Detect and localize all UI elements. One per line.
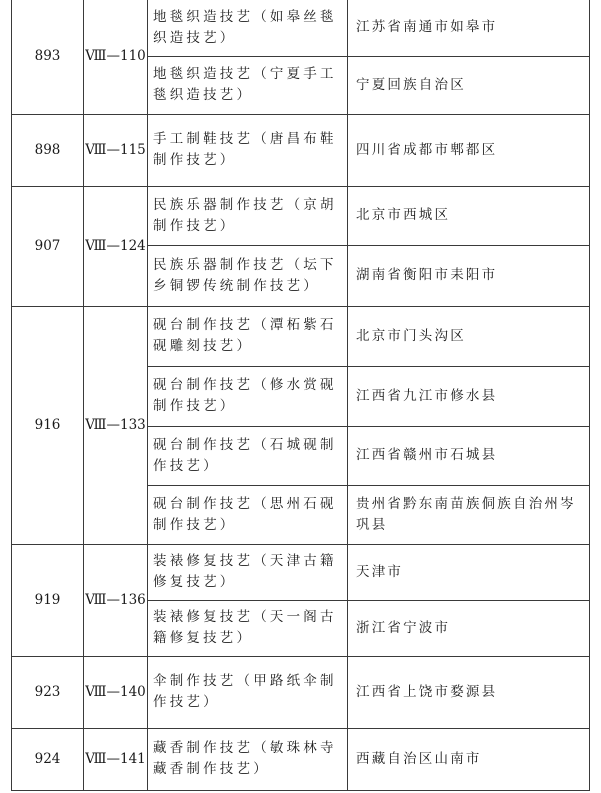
table-row xyxy=(12,186,590,245)
table-row xyxy=(12,656,590,728)
project-name: 装裱修复技艺（天一阁古籍修复技艺） xyxy=(148,600,348,656)
project-name: 手工制鞋技艺（唐昌布鞋制作技艺） xyxy=(148,114,348,186)
project-name: 砚台制作技艺（修水赏砚制作技艺） xyxy=(148,366,348,426)
protection-area: 天津市 xyxy=(348,544,590,600)
project-name: 砚台制作技艺（潭柘紫石砚雕刻技艺） xyxy=(148,306,348,366)
protection-area: 浙江省宁波市 xyxy=(348,600,590,656)
item-number: 919 xyxy=(12,544,84,656)
project-name: 伞制作技艺（甲路纸伞制作技艺） xyxy=(148,656,348,728)
heritage-table-body xyxy=(12,0,590,790)
project-name: 装裱修复技艺（天津古籍修复技艺） xyxy=(148,544,348,600)
project-name: 民族乐器制作技艺（坛下乡铜锣传统制作技艺） xyxy=(148,245,348,306)
project-name: 藏香制作技艺（敏珠林寺藏香制作技艺） xyxy=(148,728,348,790)
project-name: 地毯织造技艺（如皋丝毯织造技艺） xyxy=(148,0,348,56)
table-row xyxy=(12,544,590,600)
protection-area: 江西省九江市修水县 xyxy=(348,366,590,426)
table-row xyxy=(12,0,590,56)
item-number: 893 xyxy=(12,0,84,114)
category-code: Ⅷ—141 xyxy=(84,728,148,790)
protection-area: 江西省赣州市石城县 xyxy=(348,426,590,485)
category-code: Ⅷ—124 xyxy=(84,186,148,306)
table-row xyxy=(12,728,590,790)
heritage-table xyxy=(11,0,590,791)
protection-area: 江苏省南通市如皋市 xyxy=(348,0,590,56)
protection-area: 西藏自治区山南市 xyxy=(348,728,590,790)
protection-area: 江西省上饶市婺源县 xyxy=(348,656,590,728)
category-code: Ⅷ—136 xyxy=(84,544,148,656)
protection-area: 四川省成都市郫都区 xyxy=(348,114,590,186)
item-number: 907 xyxy=(12,186,84,306)
project-name: 民族乐器制作技艺（京胡制作技艺） xyxy=(148,186,348,245)
category-code: Ⅷ—110 xyxy=(84,0,148,114)
protection-area: 贵州省黔东南苗族侗族自治州岑巩县 xyxy=(348,485,590,544)
protection-area: 宁夏回族自治区 xyxy=(348,56,590,114)
project-name: 砚台制作技艺（石城砚制作技艺） xyxy=(148,426,348,485)
item-number: 923 xyxy=(12,656,84,728)
table-row xyxy=(12,306,590,366)
project-name: 地毯织造技艺（宁夏手工毯织造技艺） xyxy=(148,56,348,114)
category-code: Ⅷ—133 xyxy=(84,306,148,544)
item-number: 916 xyxy=(12,306,84,544)
protection-area: 湖南省衡阳市耒阳市 xyxy=(348,245,590,306)
item-number: 898 xyxy=(12,114,84,186)
protection-area: 北京市门头沟区 xyxy=(348,306,590,366)
protection-area: 北京市西城区 xyxy=(348,186,590,245)
item-number: 924 xyxy=(12,728,84,790)
category-code: Ⅷ—115 xyxy=(84,114,148,186)
category-code: Ⅷ—140 xyxy=(84,656,148,728)
table-row xyxy=(12,114,590,186)
project-name: 砚台制作技艺（思州石砚制作技艺） xyxy=(148,485,348,544)
